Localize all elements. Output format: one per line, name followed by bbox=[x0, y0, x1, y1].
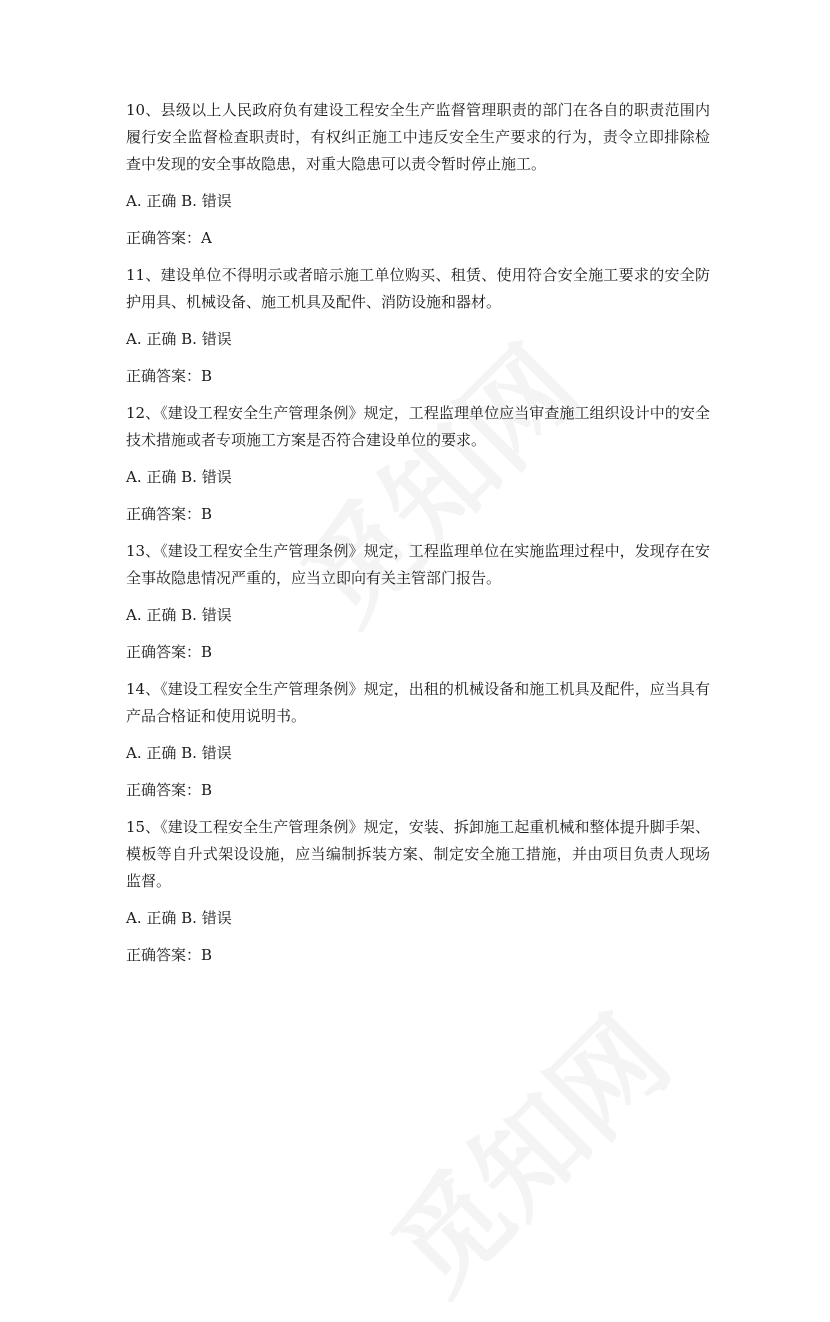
question-13 bbox=[126, 538, 710, 676]
question-options: A. 正确 B. 错误 bbox=[126, 744, 232, 762]
question-answer: 正确答案：B bbox=[126, 643, 213, 661]
question-text: 10、县级以上人民政府负有建设工程安全生产监督管理职责的部门在各自的职责范围内履行安全监督检查职责时，有权纠正施工中违反安全生产要求的行为，责令立即排除检查中发现的安全事故隐患，对重大隐患可以责令暂时停止施工。 bbox=[126, 101, 710, 173]
question-answer: 正确答案：B bbox=[126, 367, 213, 385]
question-10 bbox=[126, 97, 710, 262]
question-options: A. 正确 B. 错误 bbox=[126, 909, 232, 927]
question-answer: 正确答案：B bbox=[126, 505, 213, 523]
question-options: A. 正确 B. 错误 bbox=[126, 606, 232, 624]
question-answer: 正确答案：B bbox=[126, 946, 213, 964]
document-page bbox=[126, 97, 710, 969]
question-options: A. 正确 B. 错误 bbox=[126, 192, 232, 210]
question-answer: 正确答案：B bbox=[126, 781, 213, 799]
question-14 bbox=[126, 676, 710, 814]
question-text: 12、《建设工程安全生产管理条例》规定，工程监理单位应当审查施工组织设计中的安全技术措施或者专项施工方案是否符合建设单位的要求。 bbox=[126, 404, 710, 449]
question-12 bbox=[126, 400, 710, 538]
question-text: 13、《建设工程安全生产管理条例》规定，工程监理单位在实施监理过程中，发现存在安全事故隐患情况严重的，应当立即向有关主管部门报告。 bbox=[126, 542, 710, 587]
question-options: A. 正确 B. 错误 bbox=[126, 468, 232, 486]
question-text: 14、《建设工程安全生产管理条例》规定，出租的机械设备和施工机具及配件，应当具有产品合格证和使用说明书。 bbox=[126, 680, 710, 725]
question-11 bbox=[126, 262, 710, 400]
question-text: 15、《建设工程安全生产管理条例》规定，安装、拆卸施工起重机械和整体提升脚手架、模板等自升式架设设施，应当编制拆装方案、制定安全施工措施，并由项目负责人现场监督。 bbox=[126, 818, 710, 890]
question-text: 11、建设单位不得明示或者暗示施工单位购买、租赁、使用符合安全施工要求的安全防护用具、机械设备、施工机具及配件、消防设施和器材。 bbox=[126, 266, 710, 311]
question-answer: 正确答案：A bbox=[126, 229, 212, 247]
question-15 bbox=[126, 814, 710, 969]
watermark-text-bottom bbox=[352, 976, 697, 1321]
question-options: A. 正确 B. 错误 bbox=[126, 330, 232, 348]
